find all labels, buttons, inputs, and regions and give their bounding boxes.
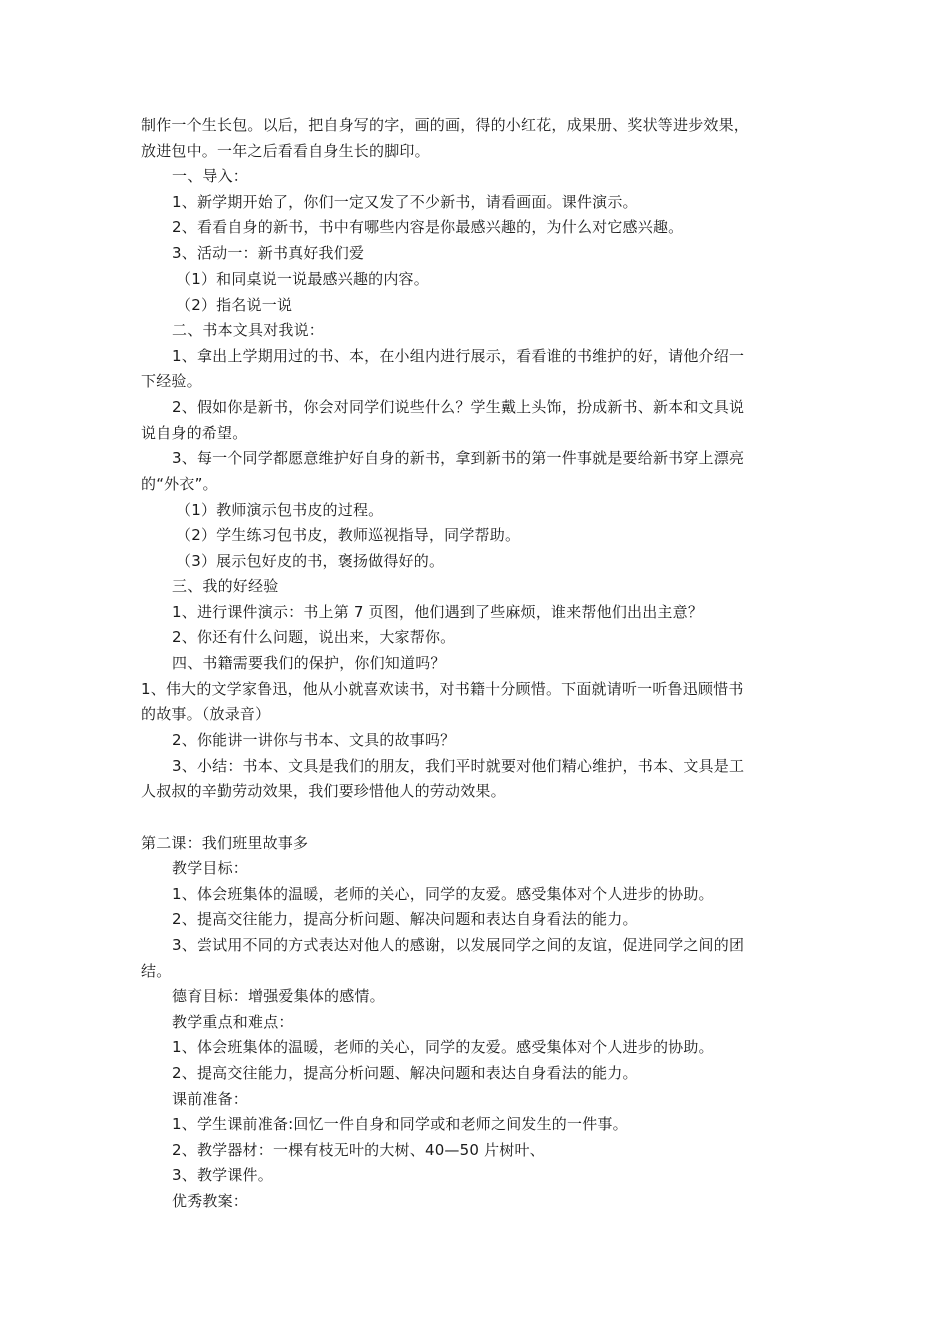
text-line: 3、尝试用不同的方式表达对他人的感谢，以发展同学之间的友谊，促进同学之间的团 xyxy=(172,936,745,954)
text-line: 3、活动一：新书真好我们爱 xyxy=(172,244,365,262)
text-line: 说自身的希望。 xyxy=(141,424,248,442)
text-line: （3）展示包好皮的书，褒扬做得好的。 xyxy=(176,552,445,570)
text-line: 2、假如你是新书，你会对同学们说些什么？学生戴上头饰，扮成新书、新本和文具说 xyxy=(172,398,745,416)
text-line: （1）和同桌说一说最感兴趣的内容。 xyxy=(176,270,429,288)
text-line: （2）指名说一说 xyxy=(176,296,293,314)
text-line: 下经验。 xyxy=(141,372,202,390)
section-heading: 三、我的好经验 xyxy=(172,577,279,595)
text-line: 1、进行课件演示：书上第 7 页图，他们遇到了些麻烦，谁来帮他们出出主意？ xyxy=(172,603,704,621)
text-line: （2）学生练习包书皮，教师巡视指导，同学帮助。 xyxy=(176,526,521,544)
text-line: 的“外衣”。 xyxy=(141,475,218,493)
text-line: 德育目标：增强爱集体的感情。 xyxy=(172,987,385,1005)
text-line: 结。 xyxy=(141,962,172,980)
text-line: 2、你还有什么问题，说出来，大家帮你。 xyxy=(172,628,456,646)
text-line: 1、新学期开始了，你们一定又发了不少新书，请看画面。课件演示。 xyxy=(172,193,638,211)
text-line: 1、体会班集体的温暖，老师的关心，同学的友爱。感受集体对个人进步的协助。 xyxy=(172,1038,714,1056)
section-heading: 一、导入： xyxy=(172,167,249,185)
text-line: 1、拿出上学期用过的书、本，在小组内进行展示，看看谁的书维护的好，请他介绍一 xyxy=(172,347,745,365)
text-line: 的故事。（放录音） xyxy=(141,705,271,723)
section-heading: 教学目标： xyxy=(172,859,249,877)
text-line: 2、提高交往能力，提高分析问题、解决问题和表达自身看法的能力。 xyxy=(172,910,638,928)
section-heading: 课前准备： xyxy=(172,1090,249,1108)
text-line: 人叔叔的辛勤劳动效果，我们要珍惜他人的劳动效果。 xyxy=(141,782,506,800)
text-line: 2、教学器材：一棵有枝无叶的大树、40—50 片树叶、 xyxy=(172,1141,545,1159)
text-line: （1）教师演示包书皮的过程。 xyxy=(176,501,384,519)
section-heading: 二、书本文具对我说： xyxy=(172,321,325,339)
text-line: 2、看看自身的新书，书中有哪些内容是你最感兴趣的，为什么对它感兴趣。 xyxy=(172,218,684,236)
lesson-title: 第二课：我们班里故事多 xyxy=(141,834,309,852)
text-line: 1、学生课前准备:回忆一件自身和同学或和老师之间发生的一件事。 xyxy=(172,1115,628,1133)
text-line: 2、提高交往能力，提高分析问题、解决问题和表达自身看法的能力。 xyxy=(172,1064,638,1082)
text-line: 2、你能讲一讲你与书本、文具的故事吗？ xyxy=(172,731,456,749)
text-line: 3、每一个同学都愿意维护好自身的新书，拿到新书的第一件事就是要给新书穿上漂亮 xyxy=(172,449,745,467)
text-line: 放进包中。一年之后看看自身生长的脚印。 xyxy=(141,142,430,160)
text-line: 制作一个生长包。以后，把自身写的字，画的画，得的小红花，成果册、奖状等进步效果， xyxy=(141,116,750,134)
section-heading: 教学重点和难点： xyxy=(172,1013,294,1031)
text-line: 3、小结：书本、文具是我们的朋友，我们平时就要对他们精心维护，书本、文具是工 xyxy=(172,757,745,775)
section-heading: 四、书籍需要我们的保护，你们知道吗？ xyxy=(172,654,446,672)
text-line: 3、教学课件。 xyxy=(172,1166,273,1184)
text-line: 1、体会班集体的温暖，老师的关心，同学的友爱。感受集体对个人进步的协助。 xyxy=(172,885,714,903)
text-line: 1、伟大的文学家鲁迅，他从小就喜欢读书，对书籍十分顾惜。下面就请听一听鲁迅顾惜书 xyxy=(141,680,744,698)
section-heading: 优秀教案： xyxy=(172,1192,249,1210)
